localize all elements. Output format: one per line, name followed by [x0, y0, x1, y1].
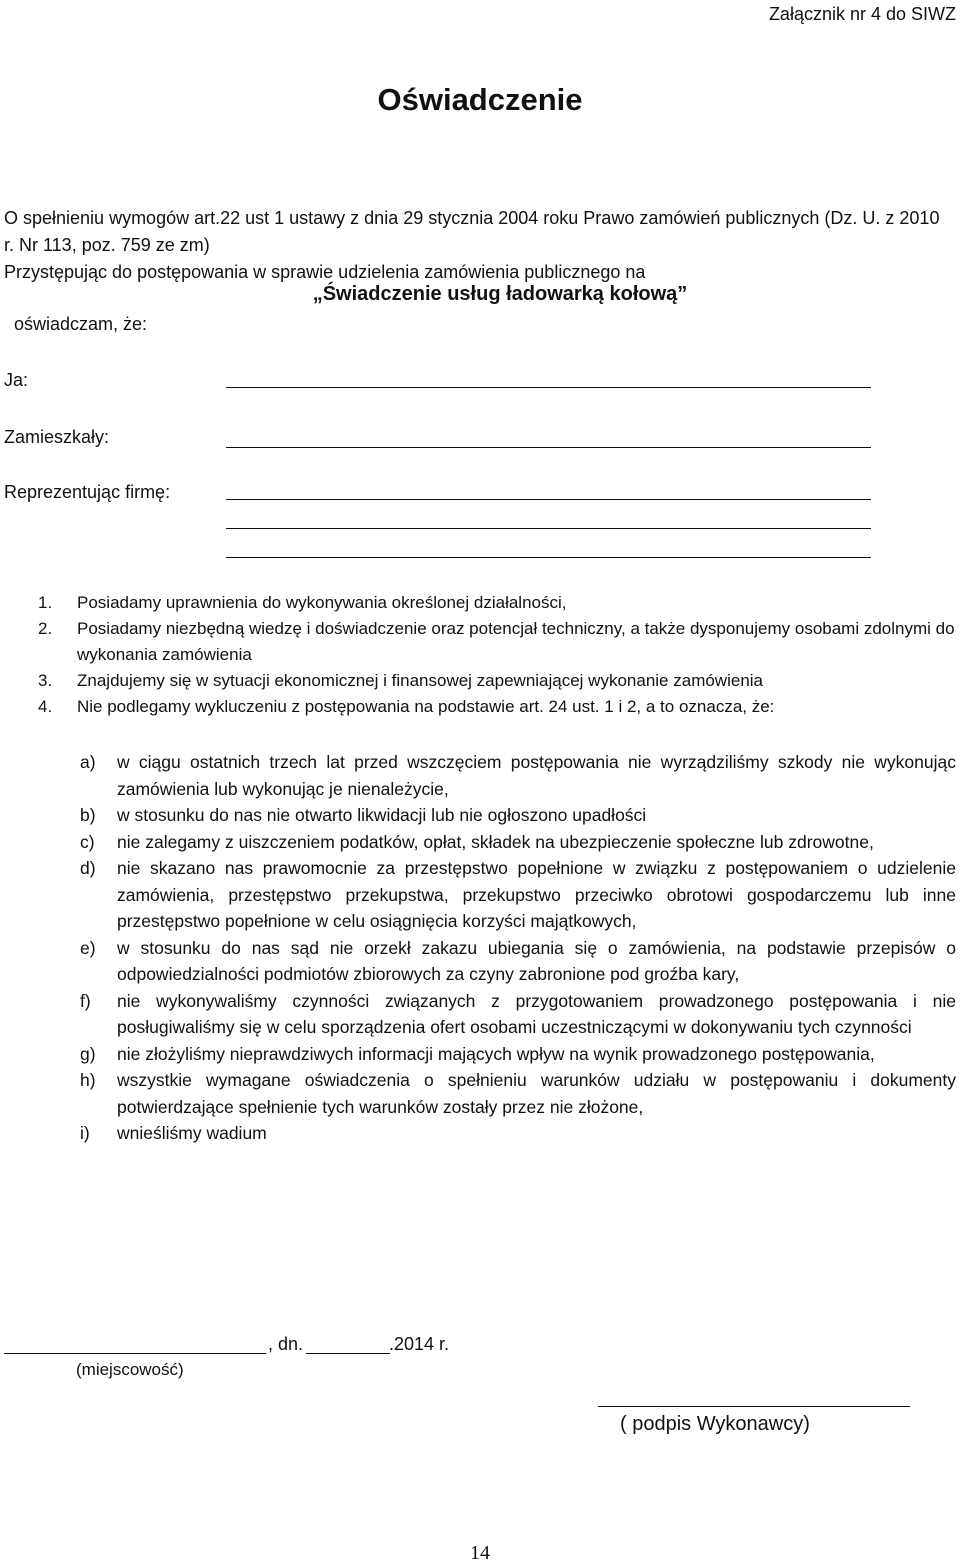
item-text: w stosunku do nas sąd nie orzekł zakazu ubiegania się o zamówienia, na podstawie przepisów o odpowiedzialności podmiotów zbiorowych za czyny zabronione pod groźba kary, — [117, 937, 956, 984]
list-item — [80, 829, 956, 856]
list-item — [80, 988, 956, 1041]
contractor-signature-line[interactable] — [598, 1406, 910, 1407]
list-item — [80, 935, 956, 988]
item-letter: g) — [80, 1043, 96, 1064]
list-item — [80, 749, 956, 802]
item-text: Posiadamy niezbędną wiedzę i doświadczenie oraz potencjał techniczny, a także dysponujemy osobami zdolnymi do wykonania zamówienia — [77, 619, 955, 664]
item-text: nie skazano nas prawomocnie za przestępstwo popełnione w związku z postępowaniem o udzielenie zamówienia, przestępstwo przekupstwa, przekupstwo przeciwko obrotowi gospodarczemu lub inne przestępstwo popełnione w celu osiągnięcia korzyści majątkowych, — [117, 858, 956, 931]
item-text: nie wykonywaliśmy czynności związanych z przygotowaniem prowadzonego postępowania i nie posługiwaliśmy się w celu sporządzenia ofert osobami uczestniczącymi w dokonywaniu tych czynności — [117, 990, 956, 1037]
item-letter: f) — [80, 990, 91, 1011]
field-line-company-3[interactable] — [226, 557, 871, 558]
item-letter: h) — [80, 1070, 96, 1090]
document-title: Oświadczenie — [377, 82, 583, 117]
item-letter: a) — [80, 752, 96, 772]
numbered-list — [38, 590, 960, 720]
field-line-ja[interactable] — [226, 387, 871, 388]
place-label: (miejscowość) — [76, 1360, 184, 1379]
item-letter: b) — [80, 805, 96, 825]
lettered-list — [80, 749, 956, 1147]
intro-legal-basis: O spełnieniu wymogów art.22 ust 1 ustawy z dnia 29 stycznia 2004 roku Prawo zamówień publicznych (Dz. U. z 2010 r. Nr 113, poz. 759 ze zm) — [4, 208, 940, 255]
item-number: 3. — [38, 671, 53, 690]
field-line-company-2[interactable] — [226, 528, 871, 529]
item-text: Nie podlegamy wykluczeniu z postępowania na podstawie art. 24 ust. 1 i 2, a to oznacza, że: — [77, 697, 775, 716]
field-label-residence: Zamieszkały: — [4, 427, 110, 447]
item-number: 1. — [38, 593, 53, 612]
item-number: 2. — [38, 619, 53, 638]
list-item — [38, 694, 960, 720]
item-text: Znajdujemy się w sytuacji ekonomicznej i finansowej zapewniającej wykonanie zamówienia — [77, 671, 764, 690]
intro-proceeding: Przystępując do postępowania w sprawie udzielenia zamówienia publicznego na — [4, 262, 646, 282]
annex-label: Załącznik nr 4 do SIWZ — [768, 4, 956, 24]
item-text: nie zalegamy z uiszczeniem podatków, opłat, składek na ubezpieczenie społeczne lub zdrowotne, — [117, 831, 874, 852]
list-item — [80, 1067, 956, 1120]
date-year: .2014 r. — [389, 1334, 450, 1354]
item-number: 4. — [38, 697, 53, 716]
list-item — [80, 802, 956, 829]
item-letter: d) — [80, 858, 96, 878]
contract-subject: „Świadczenie usług ładowarką kołową” — [312, 283, 688, 305]
item-letter: c) — [80, 831, 95, 852]
item-letter: e) — [80, 937, 96, 958]
list-item — [38, 668, 960, 694]
field-line-residence[interactable] — [226, 447, 871, 448]
date-prefix: , dn. — [268, 1334, 304, 1354]
list-item — [38, 616, 960, 668]
list-item — [80, 1120, 956, 1147]
item-text: nie złożyliśmy nieprawdziwych informacji mających wpływ na wynik prowadzonego postępowania, — [117, 1043, 875, 1064]
field-line-company-1[interactable] — [226, 499, 871, 500]
field-label-company: Reprezentując firmę: — [4, 482, 171, 502]
list-item — [38, 590, 960, 616]
item-text: w ciągu ostatnich trzech lat przed wszczęciem postępowania nie wyrządziliśmy szkody nie wykonując zamówienia lub wykonując je nienależycie, — [117, 752, 956, 799]
item-text: wszystkie wymagane oświadczenia o spełnieniu warunków udziału w postępowaniu i dokumenty potwierdzające spełnienie tych warunków zostały przez nie złożone, — [117, 1070, 956, 1117]
list-item — [80, 855, 956, 935]
field-label-ja: Ja: — [4, 370, 29, 390]
place-signature-line[interactable] — [4, 1353, 266, 1354]
intro-paragraph — [4, 205, 954, 286]
list-item — [80, 1041, 956, 1068]
declaration-lead: oświadczam, że: — [14, 314, 148, 334]
item-text: w stosunku do nas nie otwarto likwidacji lub nie ogłoszono upadłości — [117, 805, 647, 825]
item-letter: i) — [80, 1123, 90, 1143]
item-text: Posiadamy uprawnienia do wykonywania określonej działalności, — [77, 593, 567, 612]
signature-label: ( podpis Wykonawcy) — [620, 1413, 810, 1435]
page-number: 14 — [470, 1542, 490, 1564]
date-line[interactable] — [306, 1353, 390, 1354]
item-text: wnieśliśmy wadium — [117, 1123, 267, 1143]
